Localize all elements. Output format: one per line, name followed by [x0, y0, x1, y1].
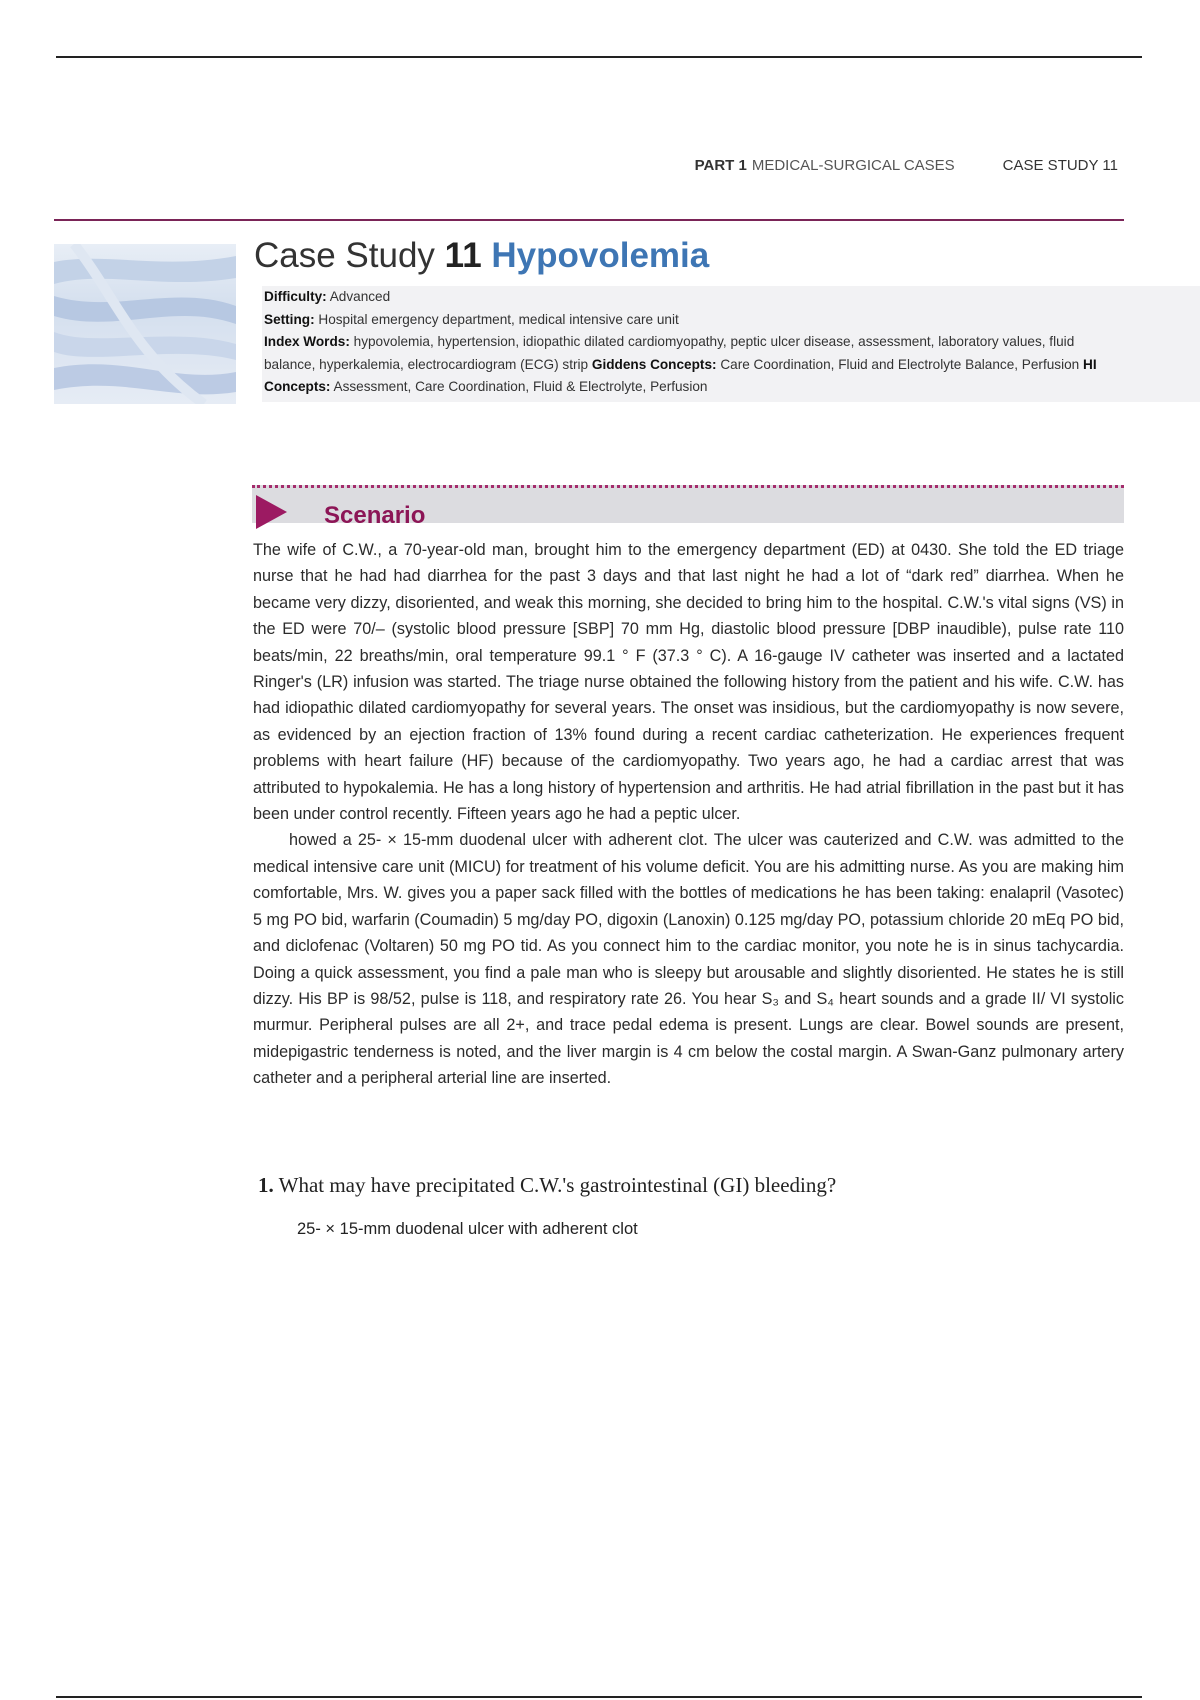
difficulty-line: Difficulty: Advanced: [264, 289, 391, 304]
case-label: CASE STUDY 11: [1002, 157, 1118, 174]
running-header: [695, 157, 1118, 174]
decorative-wave-image: [54, 244, 236, 404]
scenario-body: [253, 537, 1124, 1092]
index-words-line: Index Words: hypovolemia, hypertension, idiopathic dilated cardiomyopathy, peptic ulcer disease, assessment, laboratory values, fluid: [264, 334, 1075, 349]
case-title: Case Study 11 Hypovolemia: [254, 236, 710, 275]
setting-line: Setting: Hospital emergency department, medical intensive care unit: [264, 311, 679, 327]
scenario-paragraph-1: The wife of C.W., a 70-year-old man, brought him to the emergency department (ED) at 0430. She told the ED triage nurse that he had had diarrhea for the past 3 days and that last night he had a lot of “dark red” diarrhea. When he became very dizzy, disoriented, and weak this morning, she decided to bring him to the hospital. C.W.'s vital signs (VS) in the ED were 70/– (systolic blood pressure [SBP] 70 mm Hg, diastolic blood pressure [DBP inaudible), pulse rate 110 beats/min, 22 breaths/min, oral temperature 99.1 ° F (37.3 ° C). A 16-gauge IV catheter was inserted and a lactated Ringer's (LR) infusion was started. The triage nurse obtained the following history from the patient and his wife. C.W. has had idiopathic dilated cardiomyopathy for several years. The onset was insidious, but the cardiomyopathy is now severe, as evidenced by an ejection fraction of 13% found during a recent cardiac catheterization. He experiences frequent problems with heart failure (HF) because of the cardiomyopathy. Two years ago, he had a cardiac arrest that was attributed to hypokalemia. He has a long history of hypertension and arthritis. He had atrial fibrillation in the past but it has been under control recently. Fifteen years ago he had a peptic ulcer.: [253, 541, 1124, 824]
concepts-line: Concepts: Assessment, Care Coordination, Fluid & Electrolyte, Perfusion: [264, 379, 708, 394]
bottom-rule: [56, 1696, 1142, 1698]
answer-1: 25- × 15-mm duodenal ulcer with adherent clot: [297, 1220, 638, 1238]
part-label: PART 1 MEDICAL-SURGICAL CASES: [694, 157, 955, 174]
index-words-line-2: balance, hyperkalemia, electrocardiogram (ECG) strip Giddens Concepts: Care Coordination, Fluid and Electrolyte Balance, Perfusion HI: [264, 356, 1097, 372]
case-meta-box: [262, 286, 1200, 402]
scenario-paragraph-2: howed a 25- × 15-mm duodenal ulcer with adherent clot. The ulcer was cauterized and C.W. was admitted to the medical intensive care unit (MICU) for treatment of his volume deficit. You are his admitting nurse. As you are making him comfortable, Mrs. W. gives you a paper sack filled with the bottles of medications he has been taking: enalapril (Vasotec) 5 mg PO bid, warfarin (Coumadin) 5 mg/day PO, digoxin (Lanoxin) 0.125 mg/day PO, potassium chloride 20 mEq PO bid, and diclofenac (Voltaren) 50 mg PO tid. As you connect him to the cardiac monitor, you note he is in sinus tachycardia. Doing a quick assessment, you find a pale man who is sleepy but arousable and slightly disoriented. He states he is still dizzy. His BP is 98/52, pulse is 118, and respiratory rate 26. You hear S₃ and S₄ heart sounds and a grade II/ VI systolic murmur. Peripheral pulses are all 2+, and trace pedal edema is present. Lungs are clear. Bowel sounds are present, midepigastric tenderness is noted, and the liver margin is 4 cm below the costal margin. A Swan-Ganz pulmonary artery catheter and a peripheral arterial line are inserted.: [253, 831, 1124, 1088]
wave-graphic: [54, 244, 236, 404]
scenario-heading: Scenario: [324, 502, 426, 529]
header-rule: [54, 219, 1124, 221]
case-topic: Hypovolemia: [491, 236, 710, 275]
play-arrow-icon: [256, 495, 287, 529]
question-1: 1. What may have precipitated C.W.'s gastrointestinal (GI) bleeding?: [258, 1173, 837, 1197]
top-rule: [56, 56, 1142, 58]
